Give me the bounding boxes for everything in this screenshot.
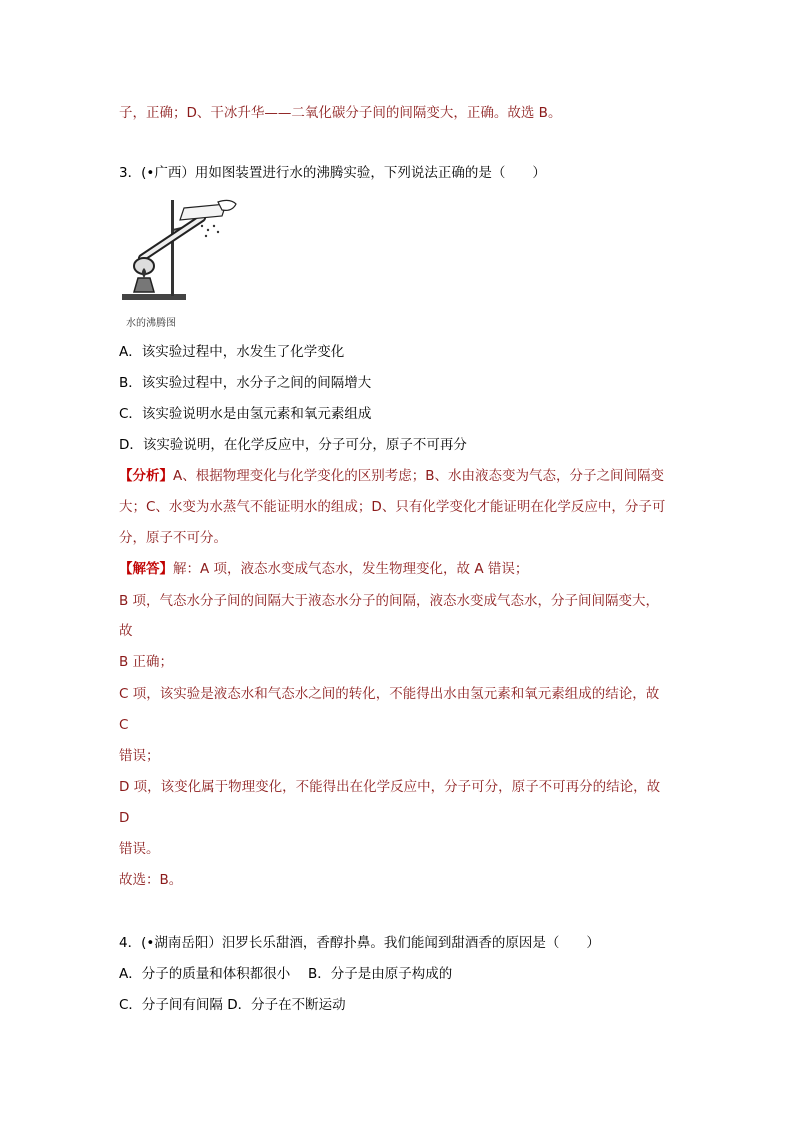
previous-answer-tail: 子，正确；D、干冰升华——二氧化碳分子间的间隔变大，正确。故选 B。	[119, 105, 562, 121]
analysis-line-2: 大；C、水变为水蒸气不能证明水的组成；D、只有化学变化才能证明在化学反应中，分子可	[119, 499, 666, 515]
solution-line-9: D	[119, 810, 130, 826]
analysis-text-1: A、根据物理变化与化学变化的区别考虑；B、水由液态变为气态，分子之间间隔变	[173, 468, 664, 484]
solution-tag: 【解答】	[119, 561, 173, 577]
analysis-tag: 【分析】	[119, 468, 173, 484]
q4-options-line-1: A．分子的质量和体积都很小 B．分子是由原子构成的	[119, 966, 453, 982]
solution-line-8: D 项，该变化属于物理变化，不能得出在化学反应中，分子可分，原子不可再分的结论，故	[119, 779, 661, 795]
solution-line-10: 错误。	[119, 841, 160, 857]
analysis-line-3: 分，原子不可分。	[119, 530, 227, 546]
glass-plate	[180, 204, 226, 220]
apparatus-drawing	[118, 196, 238, 328]
solution-line-5: C 项，该实验是液态水和气态水之间的转化，不能得出水由氢元素和氧元素组成的结论，故	[119, 686, 660, 702]
solution-line-4: B 正确；	[119, 654, 174, 670]
q3-option-a: A．该实验过程中，水发生了化学变化	[119, 344, 345, 360]
q3-option-d: D．该实验说明，在化学反应中，分子可分，原子不可再分	[119, 437, 467, 453]
question-3-stem: 3．(•广西）用如图装置进行水的沸腾实验，下列说法正确的是（ ）	[119, 165, 546, 181]
solution-line-11: 故选：B。	[119, 872, 183, 888]
solution-text-1: 解：A 项，液态水变成气态水，发生物理变化，故 A 错误；	[173, 561, 529, 577]
alcohol-lamp	[134, 278, 154, 292]
q4-options-line-2: C．分子间有间隔 D．分子在不断运动	[119, 997, 346, 1013]
boiling-water-apparatus-figure	[118, 196, 238, 328]
q3-option-c: C．该实验说明水是由氢元素和氧元素组成	[119, 406, 372, 422]
q3-option-b: B．该实验过程中，水分子之间的间隔增大	[119, 375, 372, 391]
question-4-stem: 4．(•湖南岳阳）汨罗长乐甜酒，香醇扑鼻。我们能闻到甜酒香的原因是（ ）	[119, 935, 600, 951]
solution-line-3: 故	[119, 623, 133, 639]
solution-line-7: 错误；	[119, 748, 160, 764]
solution-line-6: C	[119, 717, 129, 733]
solution-line-1	[119, 559, 528, 579]
figure-caption: 水的沸腾图	[126, 318, 176, 329]
analysis-line-1	[119, 466, 664, 486]
solution-line-2: B 项，气态水分子间的间隔大于液态水分子的间隔，液态水变成气态水，分子间间隔变大，	[119, 593, 660, 609]
stand-base	[122, 294, 186, 300]
stand-rod	[171, 200, 174, 296]
